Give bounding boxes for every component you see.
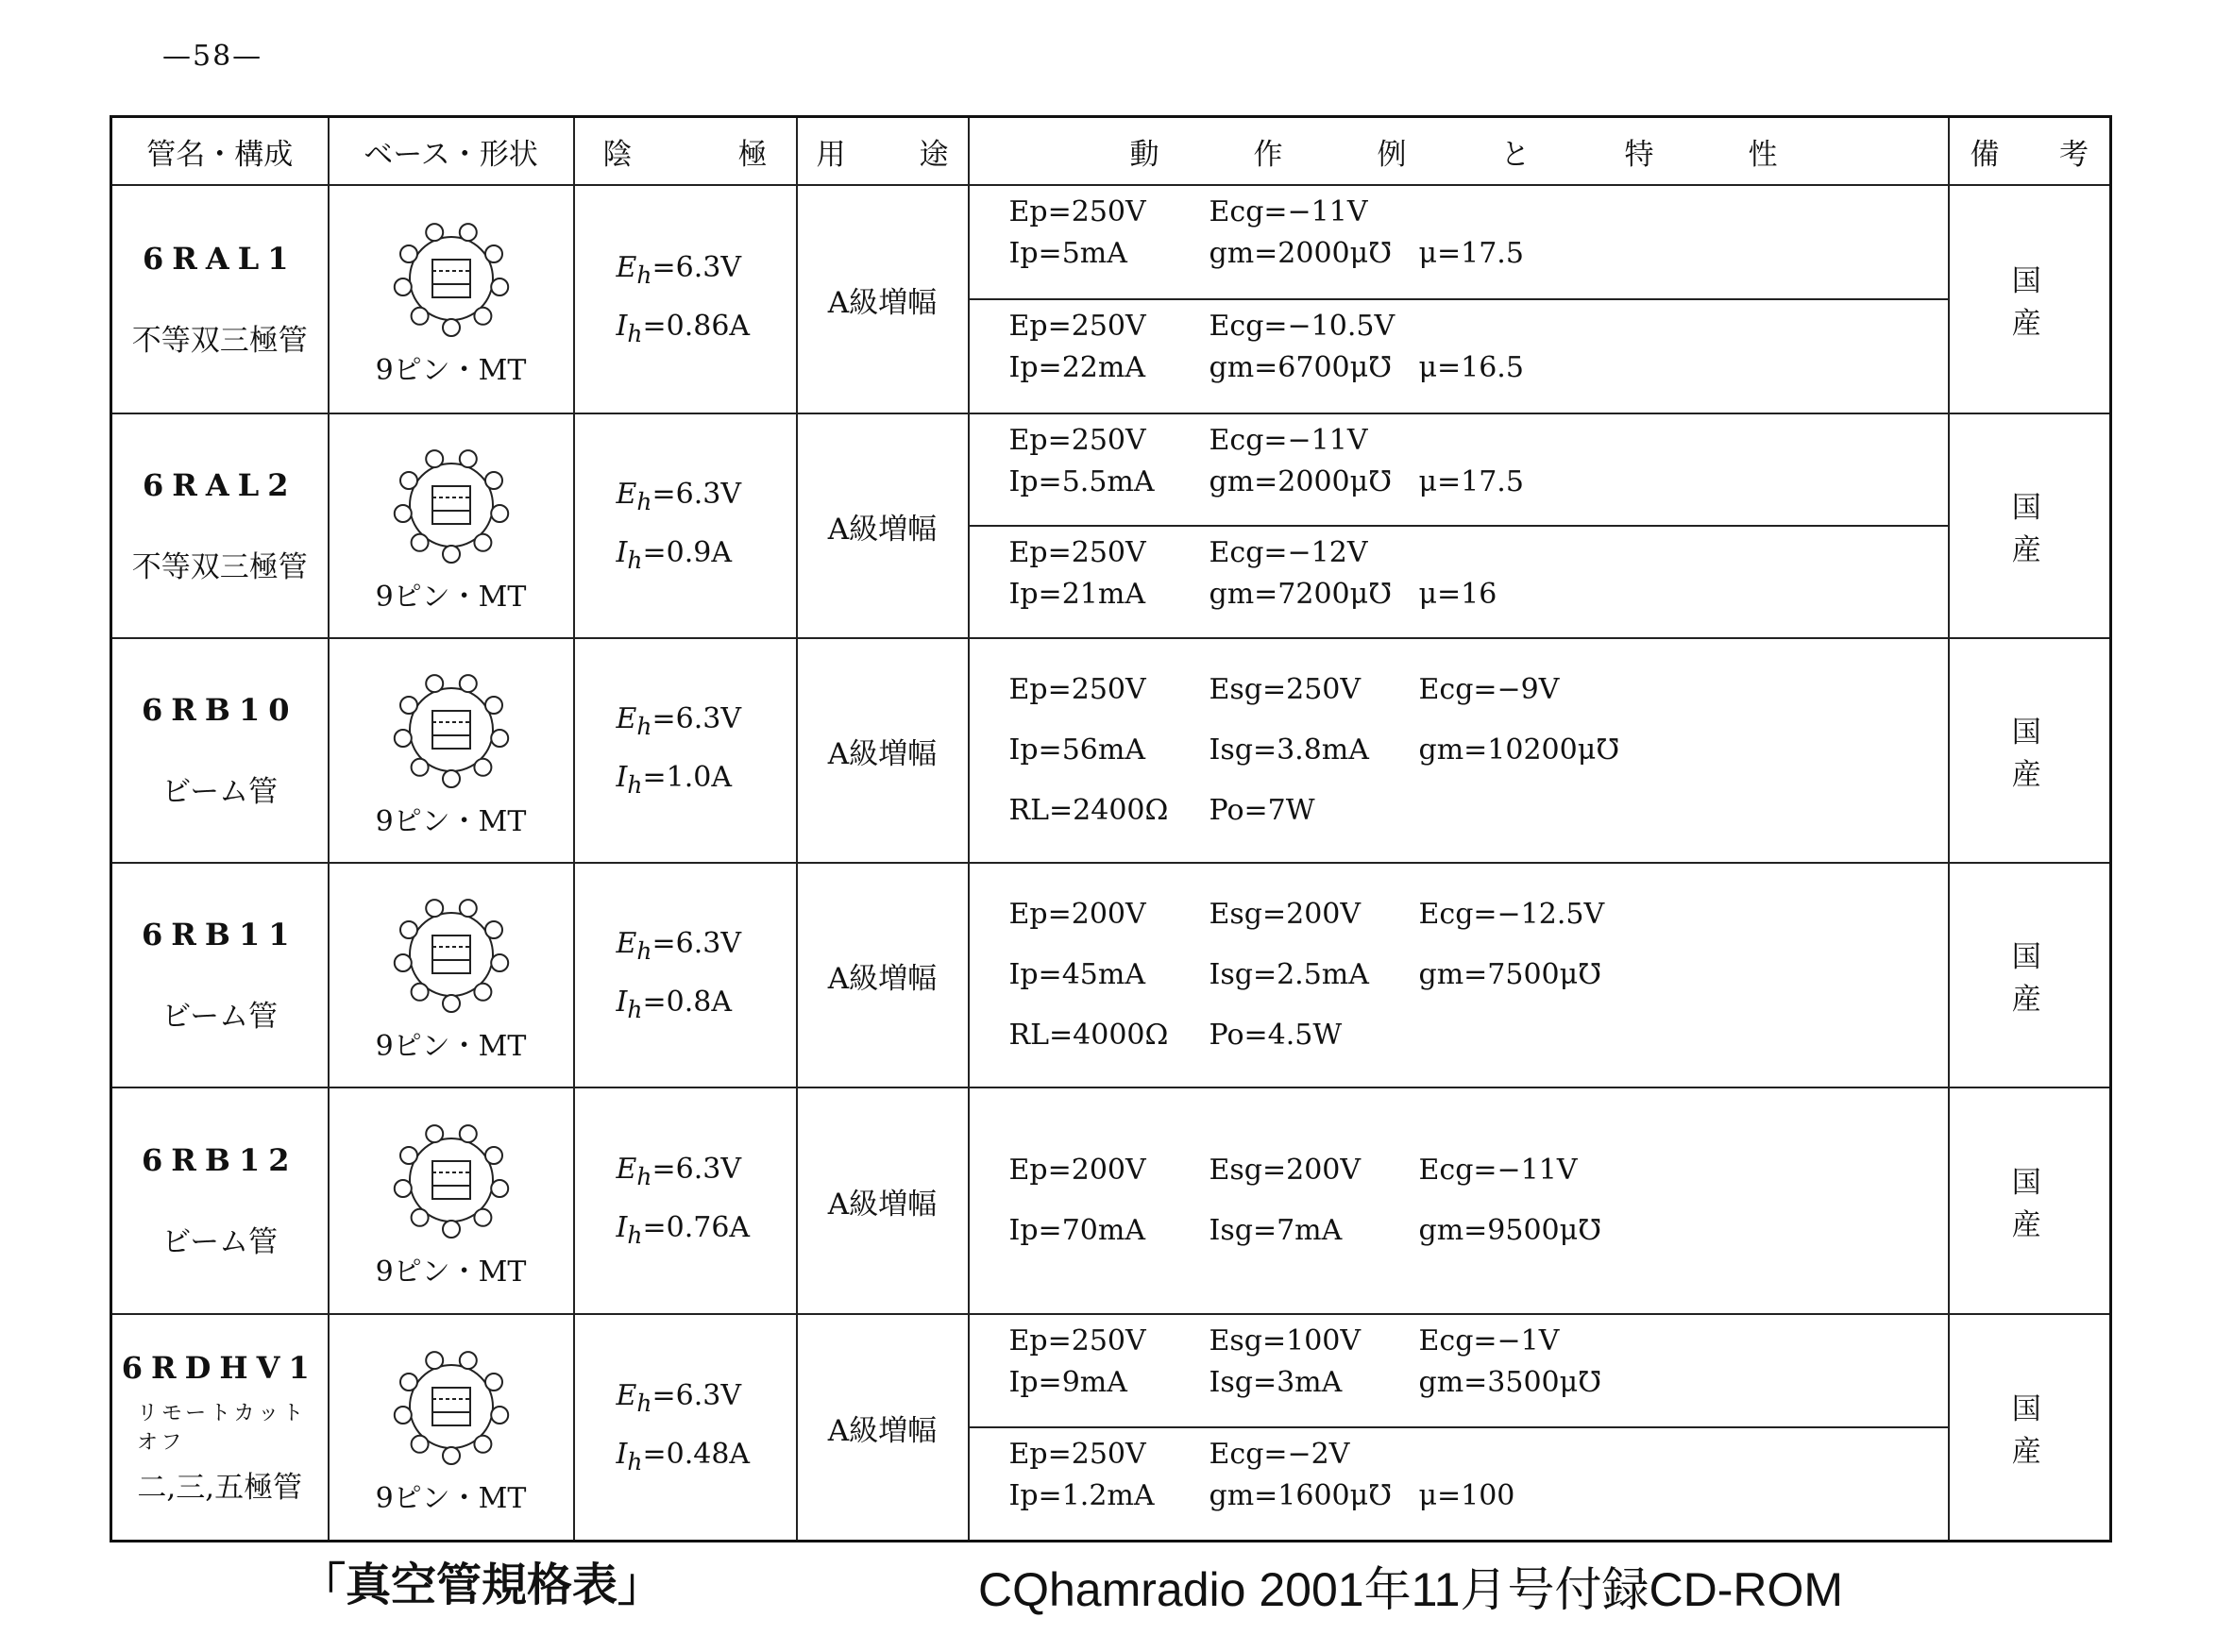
cathode-cell — [574, 1087, 797, 1314]
heater-current: $I_h=0.8A$ — [616, 986, 732, 1023]
table-row — [111, 1314, 2111, 1542]
note-cell: 国産 — [1949, 1314, 2111, 1542]
operation-value: gm=2000μ℧ — [1209, 237, 1393, 270]
operation-value: μ=16 — [1418, 578, 1497, 611]
tube-name: 6RDHV1 — [121, 1349, 318, 1386]
operation-value: Ep=250V — [1008, 310, 1146, 343]
operation-value: μ=17.5 — [1418, 465, 1524, 498]
cathode-cell — [574, 1314, 797, 1542]
operation-value: Ep=250V — [1008, 1324, 1146, 1357]
operation-value: gm=2000μ℧ — [1209, 465, 1393, 498]
header-use: 用 途 — [797, 117, 969, 186]
tube-name: 6RAL1 — [143, 240, 297, 277]
operation-value: Ep=200V — [1008, 898, 1146, 931]
header-row — [111, 117, 2111, 186]
base-label: 9ピン・MT — [375, 1482, 527, 1515]
base-label: 9ピン・MT — [375, 1030, 527, 1063]
base-cell — [329, 638, 574, 863]
operation-value: μ=16.5 — [1418, 351, 1524, 384]
operation-line — [1009, 1362, 1948, 1404]
operation-block — [970, 1315, 1948, 1426]
use-cell: A級増幅 — [797, 1087, 969, 1314]
operation-block — [970, 186, 1948, 298]
page-number: —58— — [162, 40, 263, 73]
operation-value: Ecg=−9V — [1418, 673, 1560, 706]
operation-value: gm=1600μ℧ — [1209, 1479, 1393, 1512]
header-cathode: 陰 極 — [574, 117, 797, 186]
operation-value: Ep=200V — [1008, 1154, 1146, 1187]
use-cell: A級増幅 — [797, 185, 969, 413]
operation-value: Po=7W — [1209, 794, 1315, 827]
heater-current: $I_h=0.9A$ — [616, 536, 732, 574]
operation-value: gm=7500μ℧ — [1418, 958, 1602, 991]
tube-name-cell — [111, 863, 329, 1087]
operation-value: Isg=3.8mA — [1209, 733, 1369, 767]
base-cell — [329, 1087, 574, 1314]
footer-title: 「真空管規格表」 — [300, 1559, 664, 1611]
operation-block — [970, 414, 1948, 525]
operation-value: Ecg=−11V — [1209, 195, 1368, 228]
note-cell: 国産 — [1949, 413, 2111, 638]
tube-base-diagram-icon — [381, 1112, 522, 1244]
operation-value: Ep=250V — [1008, 195, 1146, 228]
operation-value: Ip=56mA — [1008, 733, 1145, 767]
operation-block — [970, 1426, 1948, 1540]
operation-cell — [969, 1087, 1949, 1314]
operation-line — [1009, 1005, 1948, 1066]
operation-value: Ecg=−11V — [1209, 424, 1368, 457]
heater-current: $I_h=1.0A$ — [616, 761, 732, 799]
operation-block — [970, 877, 1948, 1073]
tube-base-diagram-icon — [381, 886, 522, 1019]
heater-voltage: $E_h=6.3V$ — [616, 251, 742, 289]
operation-line — [1009, 420, 1948, 462]
note-cell: 国産 — [1949, 863, 2111, 1087]
operation-line — [1009, 1434, 1948, 1475]
operation-line — [1009, 1321, 1948, 1362]
tube-base-diagram-icon — [381, 1339, 522, 1471]
tube-base-diagram-icon — [381, 211, 522, 343]
operation-value: Ecg=−12.5V — [1418, 898, 1605, 931]
operation-cell — [969, 863, 1949, 1087]
operation-line — [1009, 574, 1948, 615]
base-cell — [329, 863, 574, 1087]
cathode-cell — [574, 638, 797, 863]
table-row — [111, 1087, 2111, 1314]
note-cell: 国産 — [1949, 185, 2111, 413]
header-operation: 動 作 例 と 特 性 — [969, 117, 1949, 186]
operation-block — [970, 298, 1948, 413]
tube-type: ビーム管 — [161, 1224, 279, 1259]
heater-current: $I_h=0.86A$ — [616, 310, 751, 347]
tube-base-diagram-icon — [381, 662, 522, 794]
tube-name: 6RB12 — [142, 1141, 298, 1178]
operation-line — [1009, 192, 1948, 233]
operation-value: Ip=5mA — [1008, 237, 1127, 270]
tube-name: 6RAL2 — [143, 466, 297, 503]
tube-name-cell — [111, 1314, 329, 1542]
operation-cell — [969, 1314, 1949, 1542]
heater-current: $I_h=0.76A$ — [616, 1211, 751, 1249]
note-cell: 国産 — [1949, 638, 2111, 863]
base-label: 9ピン・MT — [375, 805, 527, 838]
operation-value: Ep=250V — [1008, 673, 1146, 706]
operation-value: gm=10200μ℧ — [1418, 733, 1620, 767]
operation-line — [1009, 462, 1948, 503]
heater-voltage: $E_h=6.3V$ — [616, 1153, 742, 1190]
operation-line — [1009, 347, 1948, 389]
operation-line — [1009, 1140, 1948, 1201]
header-name: 管名・構成 — [111, 117, 329, 186]
operation-value: Ecg=−12V — [1209, 536, 1368, 569]
operation-value: Ep=250V — [1008, 536, 1146, 569]
operation-line — [1009, 945, 1948, 1005]
operation-value: gm=9500μ℧ — [1418, 1214, 1602, 1247]
operation-value: gm=3500μ℧ — [1418, 1366, 1602, 1399]
operation-value: μ=100 — [1418, 1479, 1515, 1512]
base-label: 9ピン・MT — [375, 581, 527, 614]
operation-block — [970, 525, 1948, 637]
operation-value: RL=2400Ω — [1008, 794, 1169, 827]
operation-value: Isg=7mA — [1209, 1214, 1343, 1247]
operation-line — [1009, 1475, 1948, 1517]
operation-cell — [969, 413, 1949, 638]
tube-name-cell — [111, 413, 329, 638]
operation-line — [1009, 306, 1948, 347]
table-row — [111, 185, 2111, 413]
base-cell — [329, 185, 574, 413]
tube-subtype: リモートカット オフ — [137, 1401, 308, 1455]
operation-block — [970, 652, 1948, 849]
operation-line — [1009, 781, 1948, 841]
operation-value: RL=4000Ω — [1008, 1019, 1169, 1052]
operation-cell — [969, 638, 1949, 863]
table-row — [111, 413, 2111, 638]
operation-line — [1009, 885, 1948, 945]
operation-line — [1009, 1201, 1948, 1261]
tube-type: ビーム管 — [161, 774, 279, 809]
operation-line — [1009, 660, 1948, 720]
note-cell: 国産 — [1949, 1087, 2111, 1314]
heater-voltage: $E_h=6.3V$ — [616, 478, 742, 515]
tube-base-diagram-icon — [381, 437, 522, 569]
operation-value: Ecg=−10.5V — [1209, 310, 1396, 343]
operation-value: Ip=1.2mA — [1008, 1479, 1155, 1512]
tube-name: 6RB11 — [142, 916, 298, 952]
operation-value: gm=7200μ℧ — [1209, 578, 1393, 611]
heater-voltage: $E_h=6.3V$ — [616, 702, 742, 740]
operation-value: μ=17.5 — [1418, 237, 1524, 270]
operation-line — [1009, 233, 1948, 275]
operation-value: gm=6700μ℧ — [1209, 351, 1393, 384]
cathode-cell — [574, 185, 797, 413]
operation-value: Ip=22mA — [1008, 351, 1145, 384]
tube-type: 二,三,五極管 — [137, 1470, 303, 1505]
tube-type: 不等双三極管 — [131, 549, 308, 584]
operation-block — [970, 1133, 1948, 1269]
base-label: 9ピン・MT — [375, 1256, 527, 1289]
operation-value: Ip=21mA — [1008, 578, 1145, 611]
operation-value: Esg=250V — [1209, 673, 1362, 706]
operation-value: Esg=200V — [1209, 898, 1362, 931]
operation-value: Ep=250V — [1008, 1438, 1146, 1471]
operation-value: Ecg=−11V — [1418, 1154, 1578, 1187]
heater-voltage: $E_h=6.3V$ — [616, 927, 742, 965]
operation-value: Ip=45mA — [1008, 958, 1145, 991]
operation-value: Ecg=−2V — [1209, 1438, 1350, 1471]
tube-name-cell — [111, 185, 329, 413]
use-cell: A級増幅 — [797, 638, 969, 863]
tube-name-cell — [111, 638, 329, 863]
operation-value: Ip=5.5mA — [1008, 465, 1155, 498]
use-cell: A級増幅 — [797, 1314, 969, 1542]
operation-value: Esg=100V — [1209, 1324, 1362, 1357]
tube-name-cell — [111, 1087, 329, 1314]
base-label: 9ピン・MT — [375, 354, 527, 387]
base-cell — [329, 413, 574, 638]
operation-line — [1009, 720, 1948, 781]
heater-current: $I_h=0.48A$ — [616, 1438, 751, 1475]
tube-type: ビーム管 — [161, 999, 279, 1034]
header-base: ベース・形状 — [329, 117, 574, 186]
tube-name: 6RB10 — [142, 691, 298, 728]
footer-source: CQhamradio 2001年11月号付録CD-ROM — [978, 1563, 1843, 1616]
operation-value: Ep=250V — [1008, 424, 1146, 457]
operation-value: Ip=70mA — [1008, 1214, 1145, 1247]
base-cell — [329, 1314, 574, 1542]
cathode-cell — [574, 413, 797, 638]
table-row — [111, 863, 2111, 1087]
cathode-cell — [574, 863, 797, 1087]
heater-voltage: $E_h=6.3V$ — [616, 1379, 742, 1417]
operation-cell — [969, 185, 1949, 413]
use-cell: A級増幅 — [797, 863, 969, 1087]
operation-value: Ecg=−1V — [1418, 1324, 1560, 1357]
operation-value: Po=4.5W — [1209, 1019, 1343, 1052]
operation-value: Isg=2.5mA — [1209, 958, 1369, 991]
operation-value: Ip=9mA — [1008, 1366, 1127, 1399]
use-cell: A級増幅 — [797, 413, 969, 638]
table-row — [111, 638, 2111, 863]
tube-type: 不等双三極管 — [131, 323, 308, 358]
header-notes: 備 考 — [1949, 117, 2111, 186]
operation-line — [1009, 532, 1948, 574]
operation-value: Isg=3mA — [1209, 1366, 1343, 1399]
vacuum-tube-spec-table — [110, 115, 2112, 1542]
operation-value: Esg=200V — [1209, 1154, 1362, 1187]
